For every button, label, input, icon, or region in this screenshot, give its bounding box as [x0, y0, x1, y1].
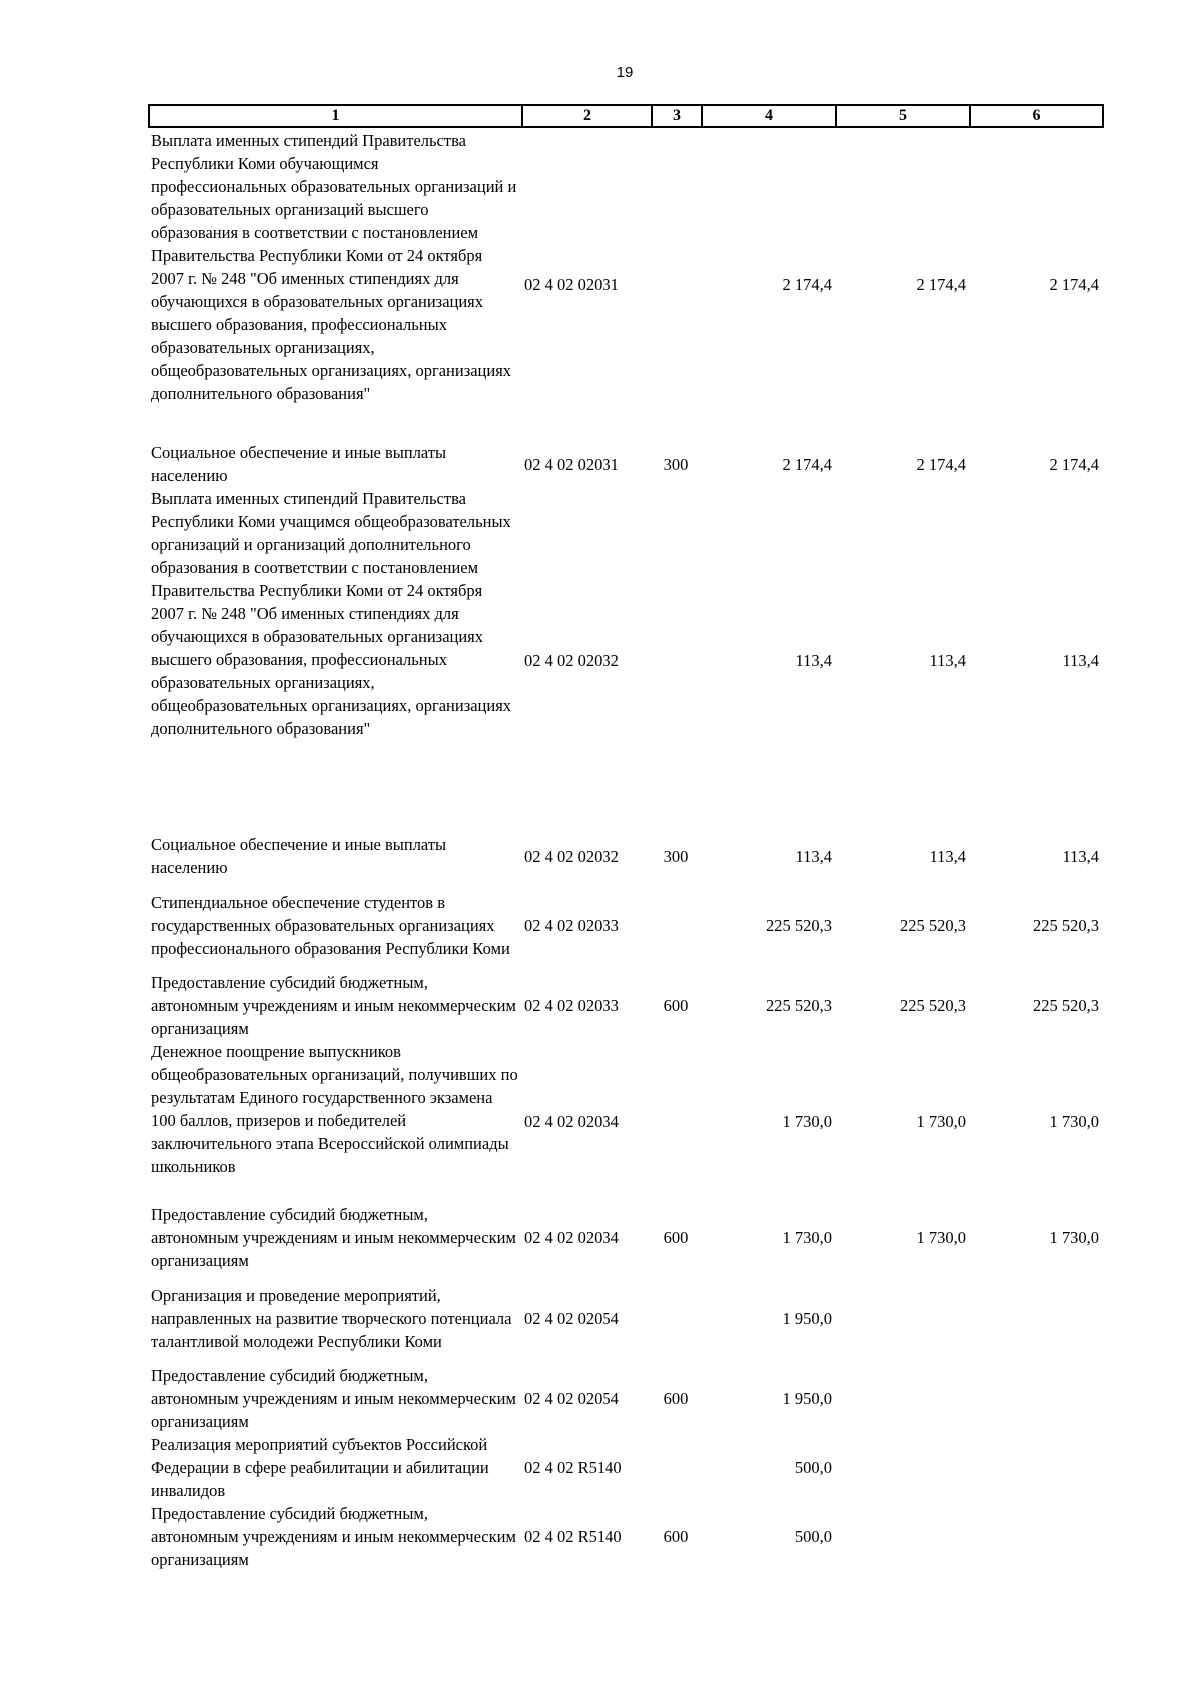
row-year3: 2 174,4: [1049, 275, 1099, 294]
table-row: [149, 1040, 1103, 1203]
table-row: [149, 1433, 1103, 1502]
row-year3: [970, 1502, 1103, 1571]
row-name: Выплата именных стипендий Правительства Республики Коми учащимся общеобразовательных организаций и организаций дополнительного образования в соответствии с постановлением Правительства Республики Коми от 24 октября 2007 г. № 248 "Об именных стипендиях для обучающихся в образовательных организациях высшего образования, профессиональных образовательных организациях, общеобразовательных организациях, организациях дополнительного образования": [151, 489, 512, 738]
row-year2: 2 174,4: [916, 454, 966, 474]
row-year3: 1 730,0: [1049, 1228, 1099, 1247]
row-name: Предоставление субсидий бюджетным, автономным учреждениям и иным некоммерческим организациям: [151, 1366, 516, 1431]
row-year2: 113,4: [929, 846, 966, 866]
row-year2: [836, 1502, 970, 1571]
row-vr: [652, 1040, 702, 1203]
row-vr: 300: [663, 846, 689, 866]
row-code: 02 4 02 02034: [524, 1112, 619, 1131]
row-year1: 1 730,0: [782, 1228, 832, 1247]
row-vr: 600: [663, 1389, 689, 1408]
row-vr: [652, 487, 702, 833]
row-year2: 225 520,3: [900, 915, 966, 935]
table-row: [149, 1502, 1103, 1571]
table-row: [149, 127, 1103, 441]
row-code: 02 4 02 02034: [524, 1228, 619, 1247]
row-code: 02 4 02 02031: [524, 454, 619, 474]
row-code: 02 4 02 02054: [524, 1308, 619, 1328]
row-code: 02 4 02 02031: [524, 275, 619, 294]
row-name: Предоставление субсидий бюджетным, автономным учреждениям и иным некоммерческим организациям: [151, 1504, 516, 1569]
table-row: [149, 833, 1103, 879]
row-vr: [652, 127, 702, 441]
header-col-2: 2: [522, 105, 652, 127]
row-vr: [652, 1272, 702, 1364]
row-name: Реализация мероприятий субъектов Российской Федерации в сфере реабилитации и абилитации инвалидов: [151, 1435, 489, 1500]
row-year3: 225 520,3: [1033, 915, 1099, 935]
row-code: 02 4 02 02033: [524, 915, 619, 935]
row-code: 02 4 02 02032: [524, 650, 619, 670]
header-row: [149, 105, 1103, 127]
row-name: Социальное обеспечение и иные выплаты населению: [151, 443, 447, 485]
table-row: [149, 1203, 1103, 1272]
row-name: Социальное обеспечение и иные выплаты населению: [151, 835, 447, 877]
table-row: [149, 441, 1103, 487]
row-year2: [836, 1364, 970, 1433]
row-year3: 113,4: [1062, 650, 1099, 670]
row-code: 02 4 02 02033: [524, 996, 619, 1015]
row-name: Предоставление субсидий бюджетным, автономным учреждениям и иным некоммерческим организациям: [151, 973, 516, 1038]
row-vr: 600: [663, 1527, 689, 1546]
row-year1: 1 730,0: [782, 1112, 832, 1131]
row-name: Организация и проведение мероприятий, направленных на развитие творческого потенциала талантливой молодежи Республики Коми: [151, 1285, 512, 1351]
row-year3: 1 730,0: [1049, 1112, 1099, 1131]
row-year3: 2 174,4: [1049, 454, 1099, 474]
row-year2: [836, 1433, 970, 1502]
row-year2: [836, 1272, 970, 1364]
row-name: Выплата именных стипендий Правительства Республики Коми обучающимся профессиональных образовательных организаций и образовательных организаций высшего образования в соответствии с постановлением Правительства Республики Коми от 24 октября 2007 г. № 248 "Об именных стипендиях для обучающихся в образовательных организациях высшего образования, профессиональных образовательных организациях, общеобразовательных организациях, организациях дополнительного образования": [151, 131, 517, 403]
table-row: [149, 487, 1103, 833]
row-year1: 1 950,0: [782, 1308, 832, 1328]
row-year1: 225 520,3: [766, 915, 832, 935]
table-row: [149, 879, 1103, 971]
header-col-6: 6: [970, 105, 1103, 127]
row-year3: 113,4: [1062, 846, 1099, 866]
row-name: Денежное поощрение выпускников общеобразовательных организаций, получивших по результатам Единого государственного экзамена 100 баллов, призеров и победителей заключительного этапа Всероссийской олимпиады школьников: [151, 1042, 518, 1176]
table-row: [149, 1272, 1103, 1364]
row-code: 02 4 02 02032: [524, 846, 619, 866]
header-col-3: 3: [652, 105, 702, 127]
row-vr: 300: [663, 454, 689, 474]
row-name: Предоставление субсидий бюджетным, автономным учреждениям и иным некоммерческим организациям: [151, 1205, 516, 1270]
row-year1: 500,0: [794, 1527, 832, 1546]
header-col-5: 5: [836, 105, 970, 127]
row-year3: [970, 1272, 1103, 1364]
row-year3: [970, 1364, 1103, 1433]
row-year3: 225 520,3: [1033, 996, 1099, 1015]
row-year2: 1 730,0: [916, 1228, 966, 1247]
row-vr: [652, 1433, 702, 1502]
row-year1: 113,4: [795, 650, 832, 670]
row-year1: 2 174,4: [782, 275, 832, 294]
row-code: 02 4 02 02054: [524, 1389, 619, 1408]
row-year2: 113,4: [929, 650, 966, 670]
row-year2: 1 730,0: [916, 1112, 966, 1131]
row-year2: 225 520,3: [900, 996, 966, 1015]
row-year1: 2 174,4: [782, 454, 832, 474]
row-vr: 600: [663, 996, 689, 1015]
row-year1: 500,0: [794, 1458, 832, 1477]
budget-table: [148, 104, 1104, 1571]
row-name: Стипендиальное обеспечение студентов в государственных образовательных организациях профессионального образования Республики Коми: [151, 892, 510, 958]
row-year2: 2 174,4: [916, 275, 966, 294]
row-year1: 225 520,3: [766, 996, 832, 1015]
header-col-4: 4: [702, 105, 836, 127]
row-year3: [970, 1433, 1103, 1502]
row-code: 02 4 02 R5140: [524, 1458, 622, 1477]
row-code: 02 4 02 R5140: [524, 1527, 622, 1546]
row-year1: 113,4: [795, 846, 832, 866]
row-vr: [652, 879, 702, 971]
table-row: [149, 1364, 1103, 1433]
row-vr: 600: [663, 1228, 689, 1247]
page-number: 19: [616, 64, 634, 81]
row-year1: 1 950,0: [782, 1389, 832, 1408]
table-row: [149, 971, 1103, 1040]
header-col-1: 1: [149, 105, 522, 127]
